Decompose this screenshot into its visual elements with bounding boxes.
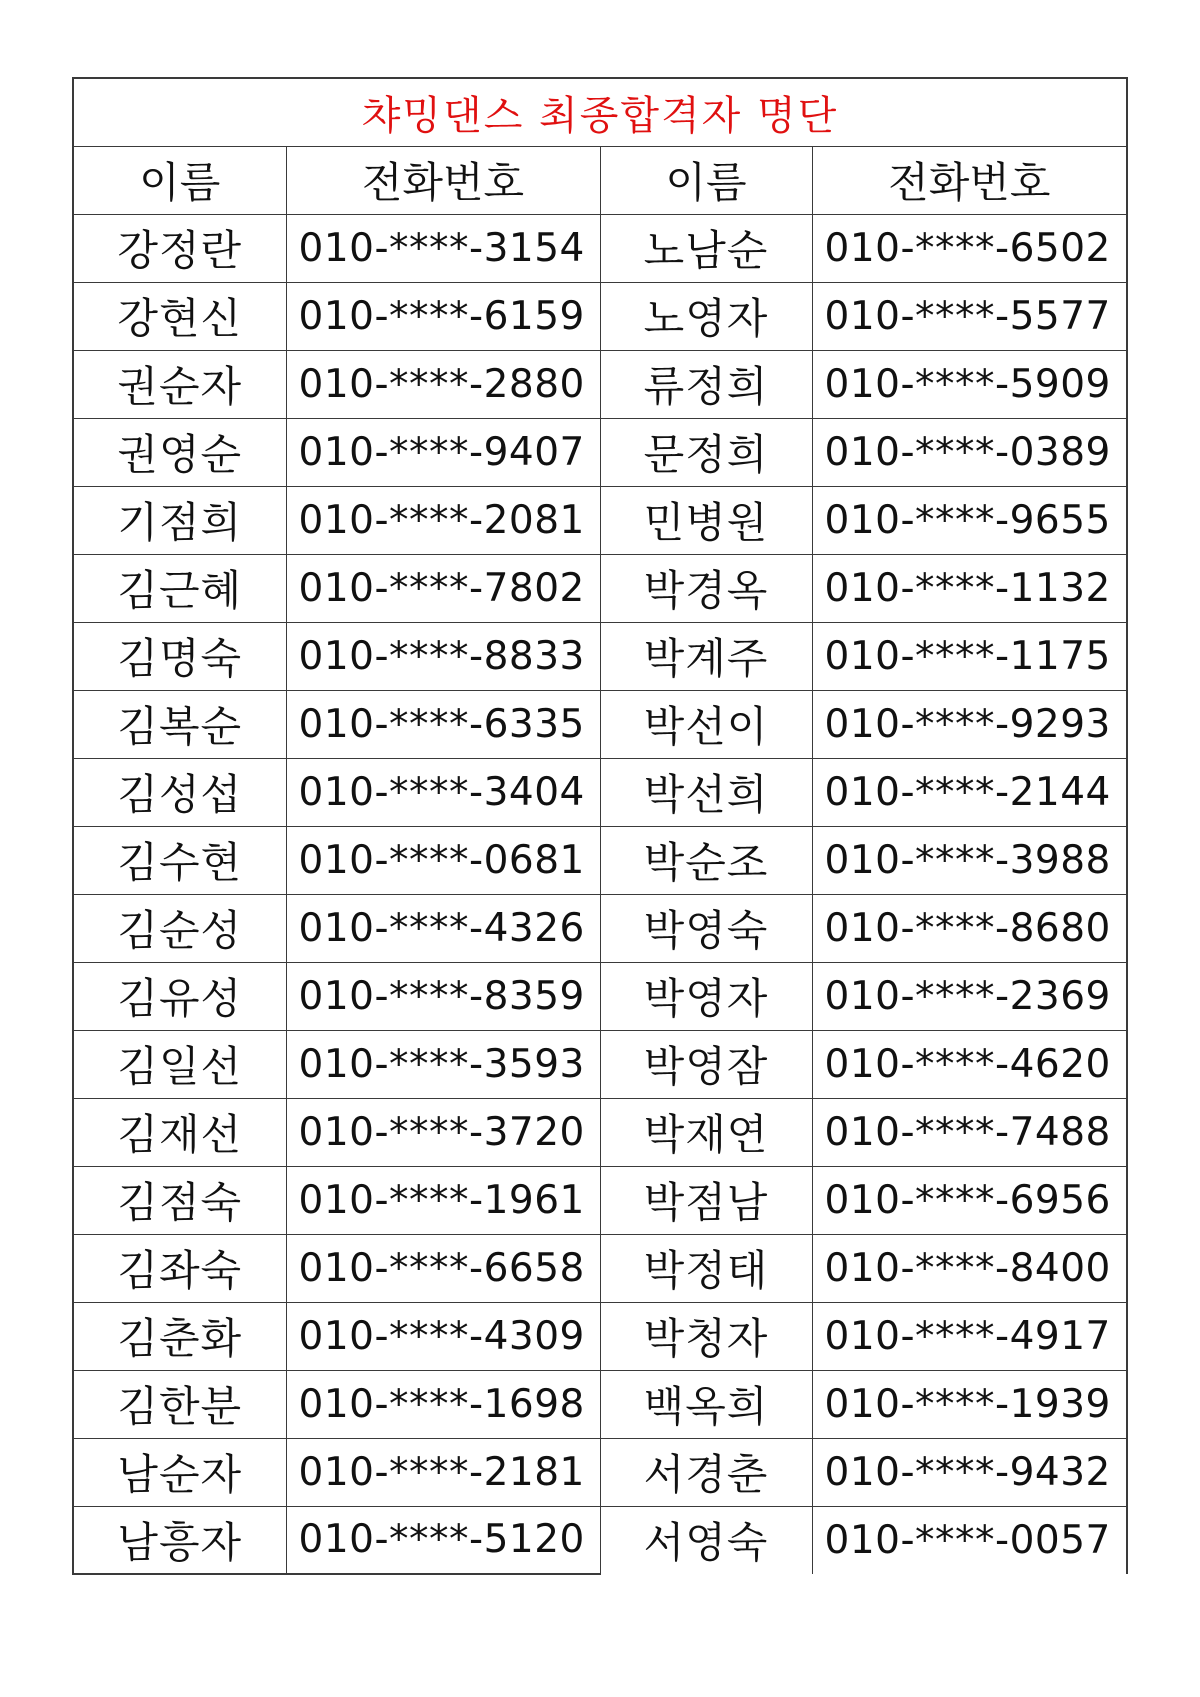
phone-cell-right: 010-****-6956 [812,1166,1127,1234]
phone-cell-left: 010-****-3593 [286,1030,600,1098]
phone-cell-right: 010-****-8680 [812,894,1127,962]
phone-cell-left: 010-****-6658 [286,1234,600,1302]
phone-cell-left: 010-****-8833 [286,622,600,690]
phone-cell-right: 010-****-5577 [812,282,1127,350]
name-cell-left: 강현신 [73,282,286,350]
table-row [73,214,1127,282]
phone-cell-right: 010-****-2144 [812,758,1127,826]
phone-cell-left: 010-****-0681 [286,826,600,894]
phone-cell-right: 010-****-2369 [812,962,1127,1030]
table-row [73,826,1127,894]
phone-cell-left: 010-****-1961 [286,1166,600,1234]
table-row [73,1506,1127,1574]
table-row [73,350,1127,418]
name-cell-right: 박순조 [600,826,812,894]
phone-cell-left: 010-****-3404 [286,758,600,826]
phone-cell-left: 010-****-1698 [286,1370,600,1438]
phone-cell-left: 010-****-2181 [286,1438,600,1506]
name-cell-left: 김재선 [73,1098,286,1166]
table-row [73,758,1127,826]
roster-body [73,214,1127,1574]
name-cell-left: 김춘화 [73,1302,286,1370]
phone-cell-left: 010-****-6335 [286,690,600,758]
table-row [73,554,1127,622]
table-row [73,1302,1127,1370]
name-cell-right: 노영자 [600,282,812,350]
table-row [73,962,1127,1030]
phone-cell-right: 010-****-4917 [812,1302,1127,1370]
name-cell-left: 김일선 [73,1030,286,1098]
table-row [73,282,1127,350]
phone-cell-right: 010-****-8400 [812,1234,1127,1302]
name-cell-left: 권영순 [73,418,286,486]
phone-cell-right: 010-****-7488 [812,1098,1127,1166]
table-row [73,486,1127,554]
phone-cell-right: 010-****-1132 [812,554,1127,622]
name-cell-right: 박계주 [600,622,812,690]
phone-cell-right: 010-****-5909 [812,350,1127,418]
name-cell-right: 류정희 [600,350,812,418]
name-cell-left: 김복순 [73,690,286,758]
page-title: 챠밍댄스 최종합격자 명단 [73,78,1127,146]
header-row [73,146,1127,214]
name-cell-right: 문정희 [600,418,812,486]
phone-cell-left: 010-****-5120 [286,1506,600,1574]
name-cell-right: 박정태 [600,1234,812,1302]
header-phone-left: 전화번호 [286,146,600,214]
name-cell-right: 박영숙 [600,894,812,962]
table-row [73,1030,1127,1098]
phone-cell-right: 010-****-1939 [812,1370,1127,1438]
name-cell-left: 김근혜 [73,554,286,622]
phone-cell-left: 010-****-3720 [286,1098,600,1166]
header-phone-right: 전화번호 [812,146,1127,214]
roster-table [72,77,1128,1575]
name-cell-right: 박경옥 [600,554,812,622]
phone-cell-right: 010-****-3988 [812,826,1127,894]
name-cell-left: 김유성 [73,962,286,1030]
name-cell-left: 김성섭 [73,758,286,826]
name-cell-left: 기점희 [73,486,286,554]
table-row [73,418,1127,486]
name-cell-right: 노남순 [600,214,812,282]
phone-cell-left: 010-****-2081 [286,486,600,554]
phone-cell-left: 010-****-8359 [286,962,600,1030]
table-row [73,1098,1127,1166]
phone-cell-right: 010-****-4620 [812,1030,1127,1098]
name-cell-left: 강정란 [73,214,286,282]
phone-cell-right: 010-****-6502 [812,214,1127,282]
phone-cell-left: 010-****-6159 [286,282,600,350]
name-cell-left: 남순자 [73,1438,286,1506]
phone-cell-right: 010-****-1175 [812,622,1127,690]
name-cell-left: 김한분 [73,1370,286,1438]
name-cell-left: 김좌숙 [73,1234,286,1302]
table-row [73,1166,1127,1234]
table-row [73,622,1127,690]
phone-cell-right: 010-****-9655 [812,486,1127,554]
name-cell-right: 박선이 [600,690,812,758]
phone-cell-right: 010-****-9432 [812,1438,1127,1506]
name-cell-left: 김수현 [73,826,286,894]
name-cell-left: 권순자 [73,350,286,418]
name-cell-left: 김명숙 [73,622,286,690]
phone-cell-left: 010-****-4309 [286,1302,600,1370]
table-row [73,690,1127,758]
phone-cell-right: 010-****-0057 [812,1506,1127,1574]
table-row [73,1234,1127,1302]
header-name-left: 이름 [73,146,286,214]
name-cell-left: 김점숙 [73,1166,286,1234]
phone-cell-left: 010-****-3154 [286,214,600,282]
title-row [73,78,1127,146]
phone-cell-left: 010-****-2880 [286,350,600,418]
name-cell-right: 박점남 [600,1166,812,1234]
name-cell-right: 민병원 [600,486,812,554]
name-cell-right: 서영숙 [600,1506,812,1574]
header-name-right: 이름 [600,146,812,214]
name-cell-left: 김순성 [73,894,286,962]
name-cell-right: 박청자 [600,1302,812,1370]
name-cell-right: 백옥희 [600,1370,812,1438]
phone-cell-left: 010-****-7802 [286,554,600,622]
name-cell-right: 박영잠 [600,1030,812,1098]
roster-sheet [72,77,1126,1575]
name-cell-right: 박영자 [600,962,812,1030]
phone-cell-left: 010-****-9407 [286,418,600,486]
table-row [73,894,1127,962]
table-row [73,1438,1127,1506]
name-cell-right: 박선희 [600,758,812,826]
phone-cell-right: 010-****-9293 [812,690,1127,758]
name-cell-right: 서경춘 [600,1438,812,1506]
phone-cell-left: 010-****-4326 [286,894,600,962]
name-cell-left: 남흥자 [73,1506,286,1574]
phone-cell-right: 010-****-0389 [812,418,1127,486]
table-row [73,1370,1127,1438]
name-cell-right: 박재연 [600,1098,812,1166]
